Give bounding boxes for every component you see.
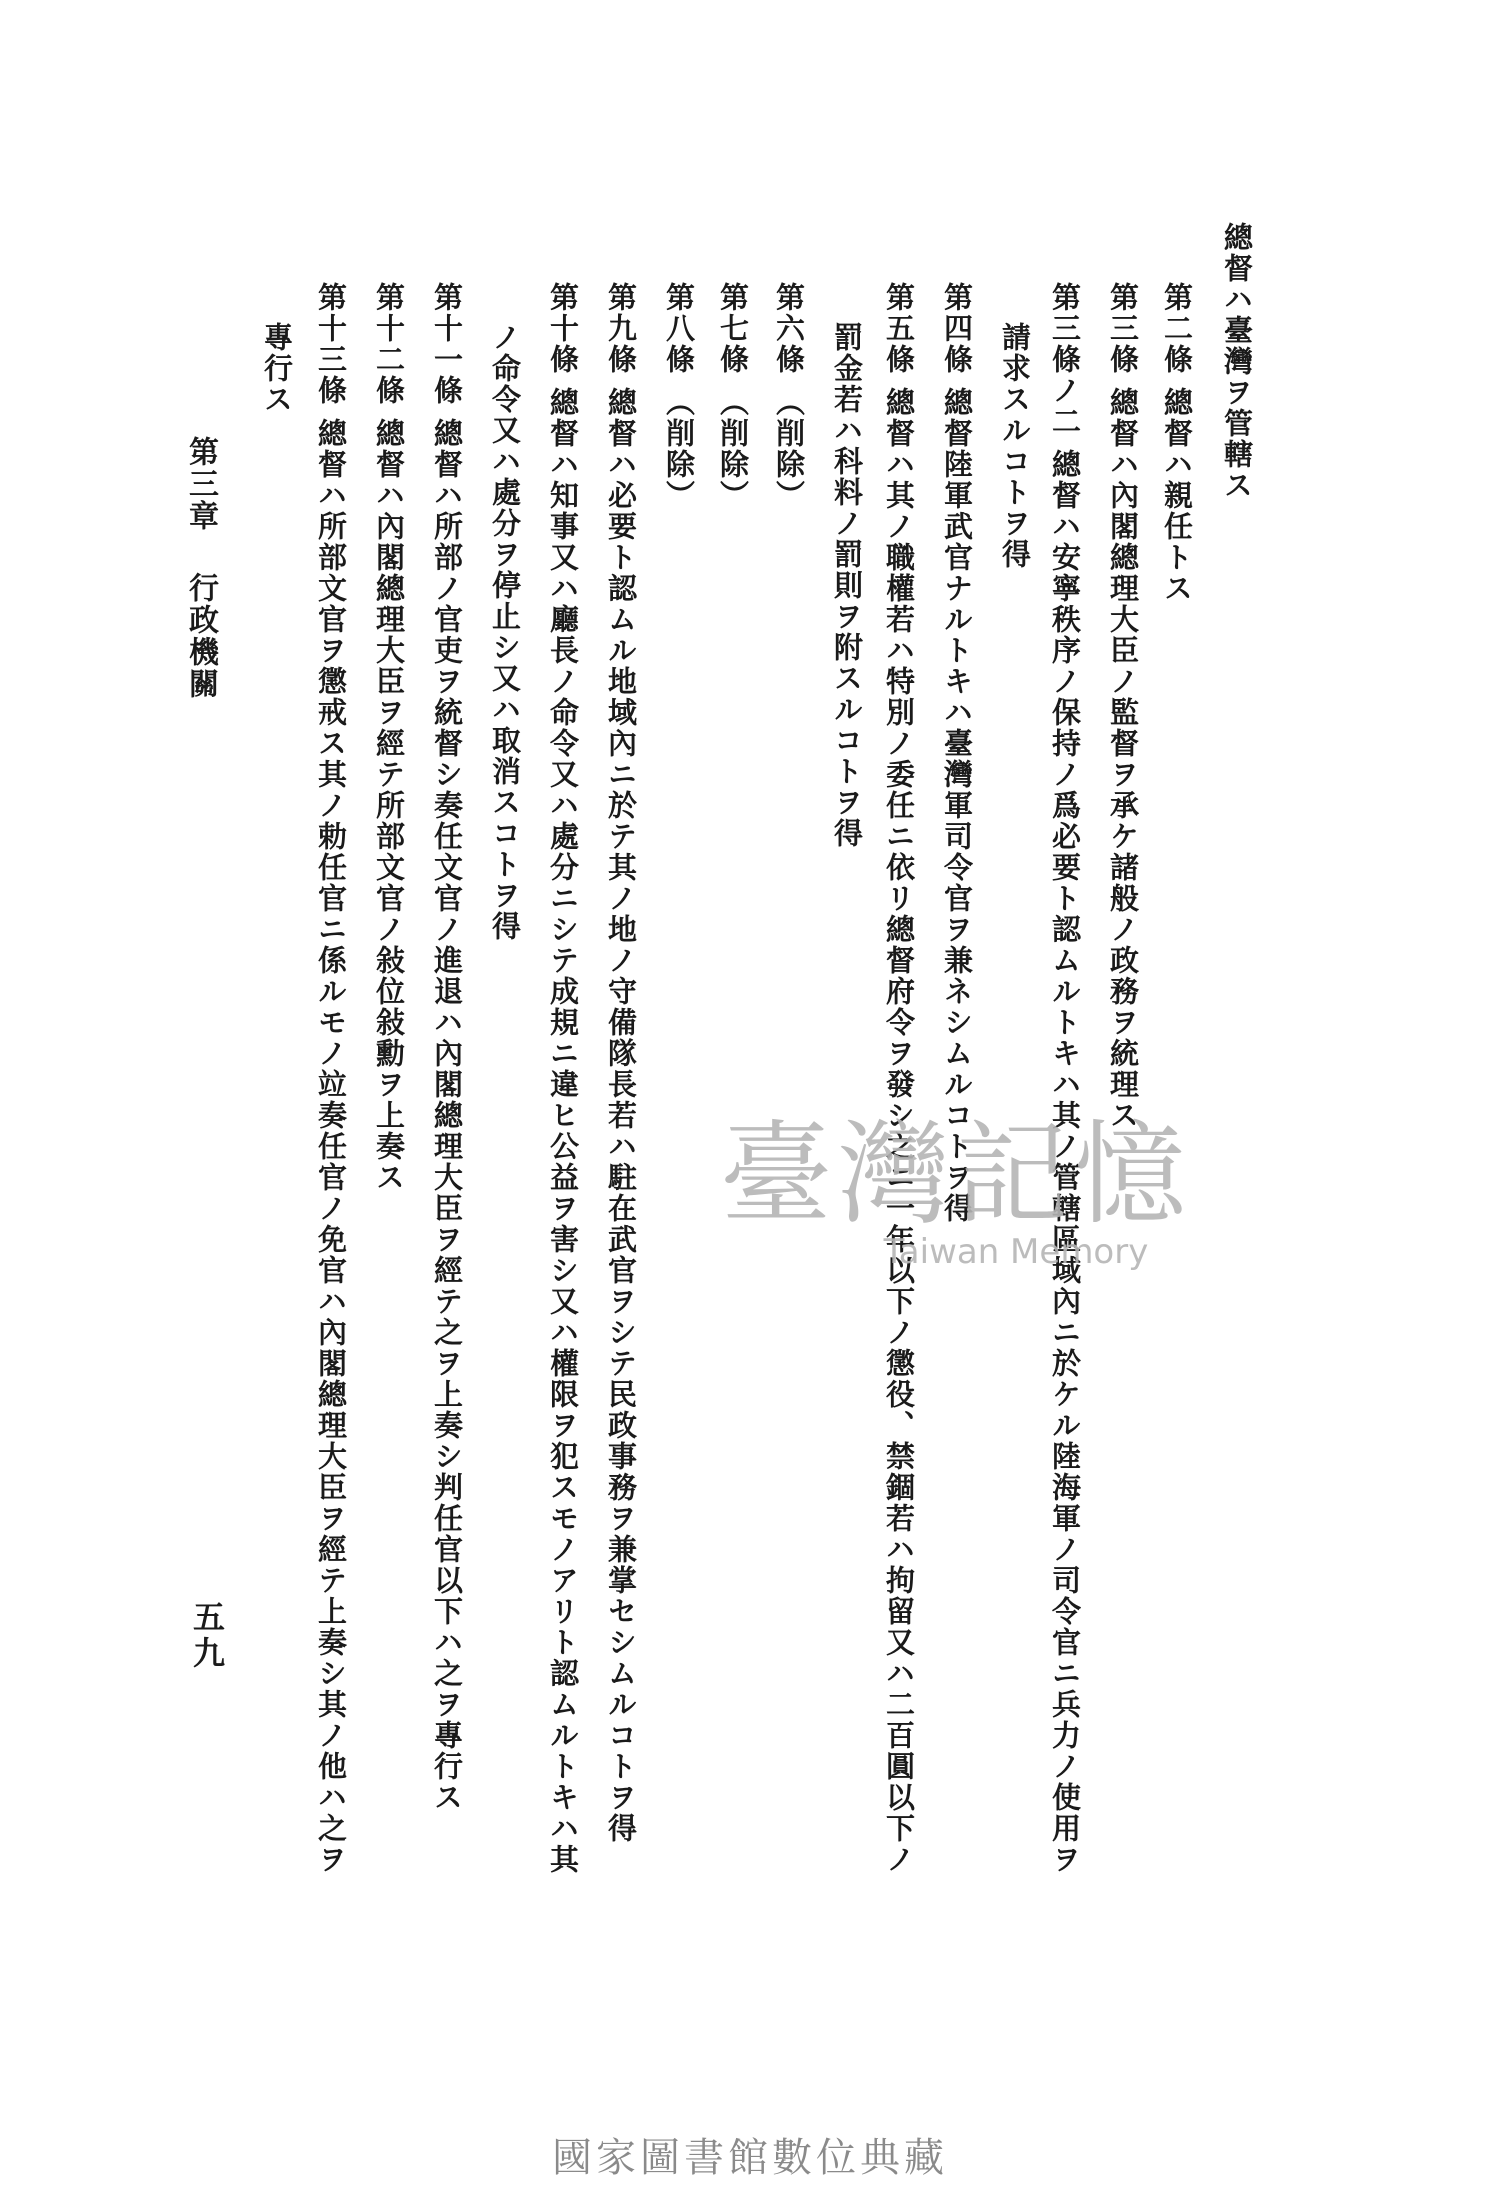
page-number: 五九 [188, 1600, 226, 1672]
column-text: 請求スルコトヲ得 [998, 322, 1032, 570]
text-column [882, 282, 916, 1875]
column-text: （削除） [716, 387, 750, 511]
footer-credit: 國家圖書館數位典藏 [552, 2135, 948, 2181]
text-column [488, 322, 522, 942]
text-column [604, 282, 638, 1844]
article-label: 第十二條 [372, 282, 406, 406]
article-label: 第十三條 [314, 282, 348, 406]
watermark-sub: Taiwan Memory [883, 1232, 1149, 1272]
article-label: 第五條 [882, 282, 916, 375]
article-label: 第二條 [1160, 282, 1194, 375]
text-column [830, 322, 864, 849]
article-label: 第四條 [940, 282, 974, 375]
text-column [430, 282, 464, 1813]
article-label: 第六條 [772, 282, 806, 375]
column-text: 總督ハ知事又ハ廳長ノ命令又ハ處分ニシテ成規ニ違ヒ公益ヲ害シ又ハ權限ヲ犯スモノアリト認ムルトキハ其 [546, 387, 580, 1875]
text-column [546, 282, 580, 1875]
chapter-number: 第三章 [183, 436, 218, 532]
text-column [716, 282, 750, 511]
column-text: 總督ハ其ノ職權若ハ特別ノ委任ニ依リ總督府令ヲ發シ之ニ一年以下ノ懲役、禁錮若ハ拘留又ハ二百圓以下ノ [882, 387, 916, 1875]
column-text: 總督ハ臺灣ヲ管轄ス [1220, 222, 1254, 501]
column-text: 總督ハ必要ト認ムル地域內ニ於テ其ノ地ノ守備隊長若ハ駐在武官ヲシテ民政事務ヲ兼掌セシムルコトヲ得 [604, 387, 638, 1844]
article-label: 第八條 [662, 282, 696, 375]
column-text: ノ命令又ハ處分ヲ停止シ又ハ取消スコトヲ得 [488, 322, 522, 942]
text-column [372, 282, 406, 1193]
article-label: 第九條 [604, 282, 638, 375]
article-label: 第三條 [1106, 282, 1140, 375]
text-column [998, 322, 1032, 570]
text-column [940, 282, 974, 1224]
text-column [1220, 222, 1254, 501]
text-column [260, 322, 294, 415]
column-text: 總督陸軍武官ナルトキハ臺灣軍司令官ヲ兼ネシムルコトヲ得 [940, 387, 974, 1224]
text-column [1106, 282, 1140, 1131]
watermark-main: 臺灣記憶 [720, 1110, 1192, 1240]
article-label: 第十條 [546, 282, 580, 375]
column-text: 專行ス [260, 322, 294, 415]
article-label: 第十一條 [430, 282, 464, 406]
column-text: 總督ハ親任トス [1160, 387, 1194, 604]
text-column [1048, 282, 1082, 1875]
column-text: （削除） [772, 387, 806, 511]
text-column [1160, 282, 1194, 604]
article-label: 第三條ノ二 [1048, 282, 1082, 437]
column-text: 總督ハ內閣總理大臣ノ監督ヲ承ケ諸般ノ政務ヲ統理ス [1106, 387, 1140, 1131]
column-text: 總督ハ所部ノ官吏ヲ統督シ奏任文官ノ進退ハ內閣總理大臣ヲ經テ之ヲ上奏シ判任官以下ハ之ヲ專行ス [430, 418, 464, 1813]
watermark-logo [720, 1085, 1192, 1272]
column-text: 總督ハ安寧秩序ノ保持ノ爲必要ト認ムルトキハ其ノ管轄區域內ニ於ケル陸海軍ノ司令官ニ兵力ノ使用ヲ [1048, 449, 1082, 1875]
column-text: 總督ハ內閣總理大臣ヲ經テ所部文官ノ敍位敍勳ヲ上奏ス [372, 418, 406, 1193]
chapter-header [178, 436, 222, 700]
column-text: 罰金若ハ科料ノ罰則ヲ附スルコトヲ得 [830, 322, 864, 849]
article-label: 第七條 [716, 282, 750, 375]
text-column [314, 282, 348, 1875]
chapter-title: 行政機關 [183, 572, 218, 700]
text-column [772, 282, 806, 511]
text-column [662, 282, 696, 511]
column-text: （削除） [662, 387, 696, 511]
column-text: 總督ハ所部文官ヲ懲戒ス其ノ勅任官ニ係ルモノ竝奏任官ノ免官ハ內閣總理大臣ヲ經テ上奏シ其ノ他ハ之ヲ [314, 418, 348, 1875]
